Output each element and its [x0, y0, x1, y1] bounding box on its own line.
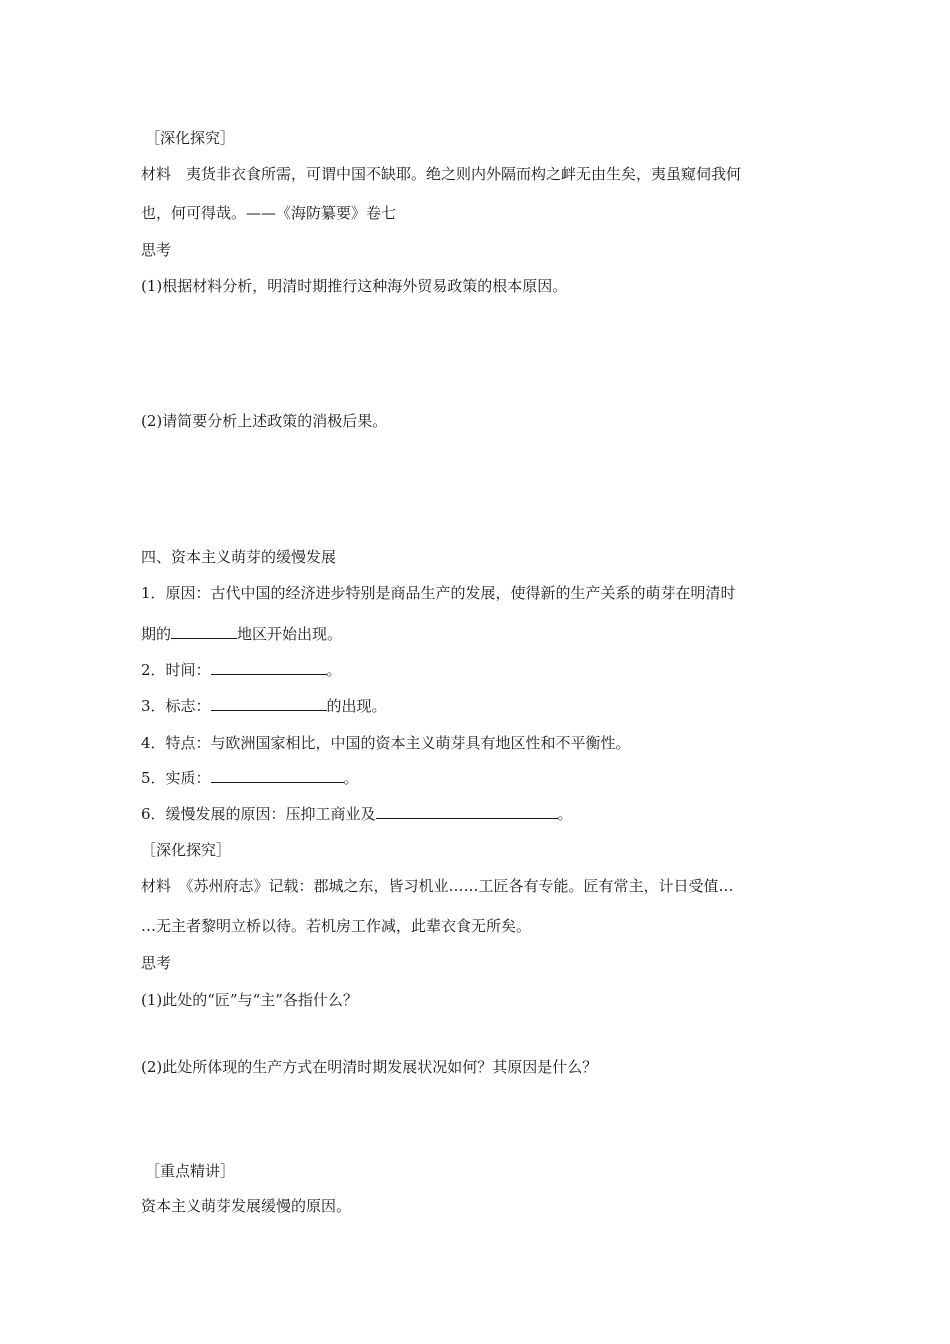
question-2-2: (2)此处所体现的生产方式在明清时期发展状况如何？其原因是什么？	[141, 1058, 598, 1076]
section-4-title: 四、资本主义萌芽的缓慢发展	[141, 548, 337, 566]
item-1-prefix: 期的	[141, 625, 172, 643]
material-line-2a: 材料 《苏州府志》记载：郡城之东，皆习机业……工匠各有专能。匠有常主，计日受值…	[141, 877, 734, 895]
item-6-prefix: 6．缓慢发展的原因：压抑工商业及	[141, 805, 376, 823]
fill-blank-sign[interactable]	[211, 696, 327, 711]
question-2-1: (1)此处的“匠”与“主”各指什么？	[141, 991, 358, 1009]
item-3-suffix: 的出现。	[326, 697, 387, 715]
fill-blank-essence[interactable]	[211, 768, 344, 783]
item-3	[141, 696, 387, 716]
item-1-line-1: 1．原因：古代中国的经济进步特别是商品生产的发展，使得新的生产关系的萌芽在明清时	[141, 584, 736, 602]
item-2-prefix: 2．时间：	[141, 661, 211, 679]
fill-blank-time[interactable]	[211, 660, 327, 675]
item-6	[141, 804, 573, 824]
explore-heading-1: ［深化探究］	[145, 129, 236, 147]
item-6-suffix: 。	[557, 805, 573, 823]
think-label-2: 思考	[141, 954, 172, 972]
key-points-text: 资本主义萌芽发展缓慢的原因。	[141, 1197, 352, 1215]
material-line-2b: …无主者黎明立桥以待。若机房工作减，此辈衣食无所矣。	[141, 917, 532, 935]
key-points-heading: ［重点精讲］	[145, 1162, 236, 1180]
material-line-1a: 材料 夷货非衣食所需，可谓中国不缺耶。绝之则内外隔而构之衅无由生矣，夷虽窥伺我何	[141, 165, 742, 183]
item-1-line-2	[141, 624, 342, 644]
item-1-suffix: 地区开始出现。	[237, 625, 343, 643]
question-1-2: (2)请简要分析上述政策的消极后果。	[141, 412, 388, 430]
explore-heading-2: ［深化探究］	[141, 841, 232, 859]
item-2	[141, 660, 342, 680]
fill-blank-region[interactable]	[171, 624, 237, 639]
item-3-prefix: 3．标志：	[141, 697, 211, 715]
fill-blank-reason[interactable]	[376, 804, 558, 819]
item-4: 4．特点：与欧洲国家相比，中国的资本主义萌芽具有地区性和不平衡性。	[141, 734, 631, 752]
item-5	[141, 768, 359, 788]
question-1-1: (1)根据材料分析，明清时期推行这种海外贸易政策的根本原因。	[141, 277, 568, 295]
item-5-suffix: 。	[343, 769, 359, 787]
item-2-suffix: 。	[326, 661, 342, 679]
item-5-prefix: 5．实质：	[141, 769, 211, 787]
material-line-1b: 也，何可得哉。——《海防纂要》卷七	[141, 204, 397, 222]
think-label-1: 思考	[141, 241, 172, 259]
